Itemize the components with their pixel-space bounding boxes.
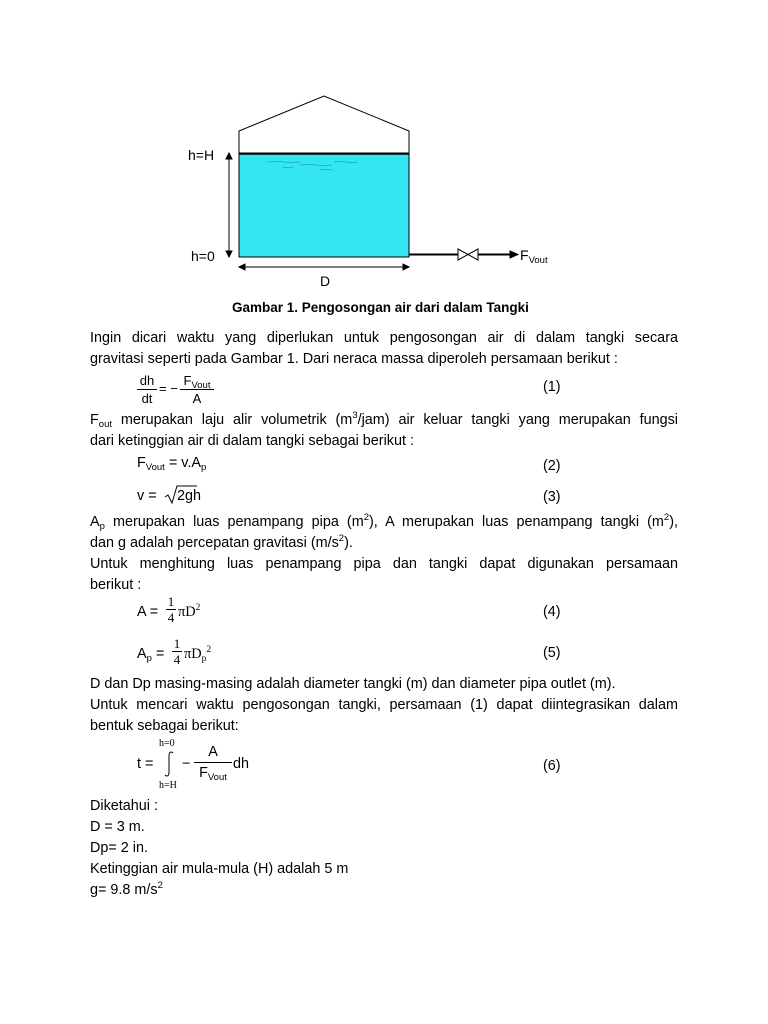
given-h: Ketinggian air mula-mula (H) adalah 5 m	[90, 861, 349, 877]
tank-figure	[0, 0, 768, 300]
integral-sign	[163, 750, 177, 778]
equation-1-number: (1)	[543, 379, 561, 395]
tank-roof	[239, 96, 409, 153]
equation-5-number: (5)	[543, 645, 561, 661]
diameter-arrow	[239, 264, 409, 270]
paragraph-fout: $F_{out}$ merupakan laju alir volumetrik $(m^3/jam)$ air keluar tangki yang merupakan fungsi dari ketinggian air di dalam tangki sebagai berikut :	[90, 410, 678, 449]
given-dp: Dp= 2 in.	[90, 840, 148, 856]
given-values	[90, 796, 678, 901]
equation-2-number: (2)	[543, 458, 561, 474]
equation-6-number: (6)	[543, 758, 561, 774]
intro-paragraph: Ingin dicari waktu yang diperlukan untuk pengosongan air di dalam tangki secara gravitasi seperti pada Gambar 1. Dari neraca massa diperoleh persamaan berikut :	[90, 330, 678, 367]
paragraph-areas: $A_p$ merupakan luas penampang pipa $(m^2)$, A merupakan luas penampang tangki $(m^2)$, dan g adalah percepatan gravitasi $(m/s^2)$. Untuk menghitung luas penampang pipa dan tangki dapat digunakan persamaan berikut :	[90, 512, 678, 593]
label-outflow: $F_{Vout}$	[520, 247, 548, 266]
label-diameter: D	[320, 273, 331, 289]
tank-water	[239, 153, 409, 257]
height-arrow	[226, 153, 232, 257]
equation-3-number: (3)	[543, 489, 561, 505]
paragraph-integration: D dan Dp masing-masing adalah diameter tangki (m) dan diameter pipa outlet (m). Untuk mencari waktu pengosongan tangki, persamaan (1) dapat diintegrasikan dalam bentuk sebagai berikut:	[90, 676, 678, 734]
valve-icon	[458, 249, 478, 260]
given-g: g= 9.8 $m/s^2$	[90, 880, 163, 898]
outlet-pipe	[409, 249, 518, 260]
given-d: D = 3 m.	[90, 819, 145, 835]
equation-4-number: (4)	[543, 604, 561, 620]
given-title: Diketahui :	[90, 798, 158, 814]
label-h-top: h=H	[188, 147, 215, 163]
label-h-bottom: h=0	[191, 248, 215, 264]
figure-caption: Gambar 1. Pengosongan air dari dalam Tangki	[232, 300, 529, 315]
